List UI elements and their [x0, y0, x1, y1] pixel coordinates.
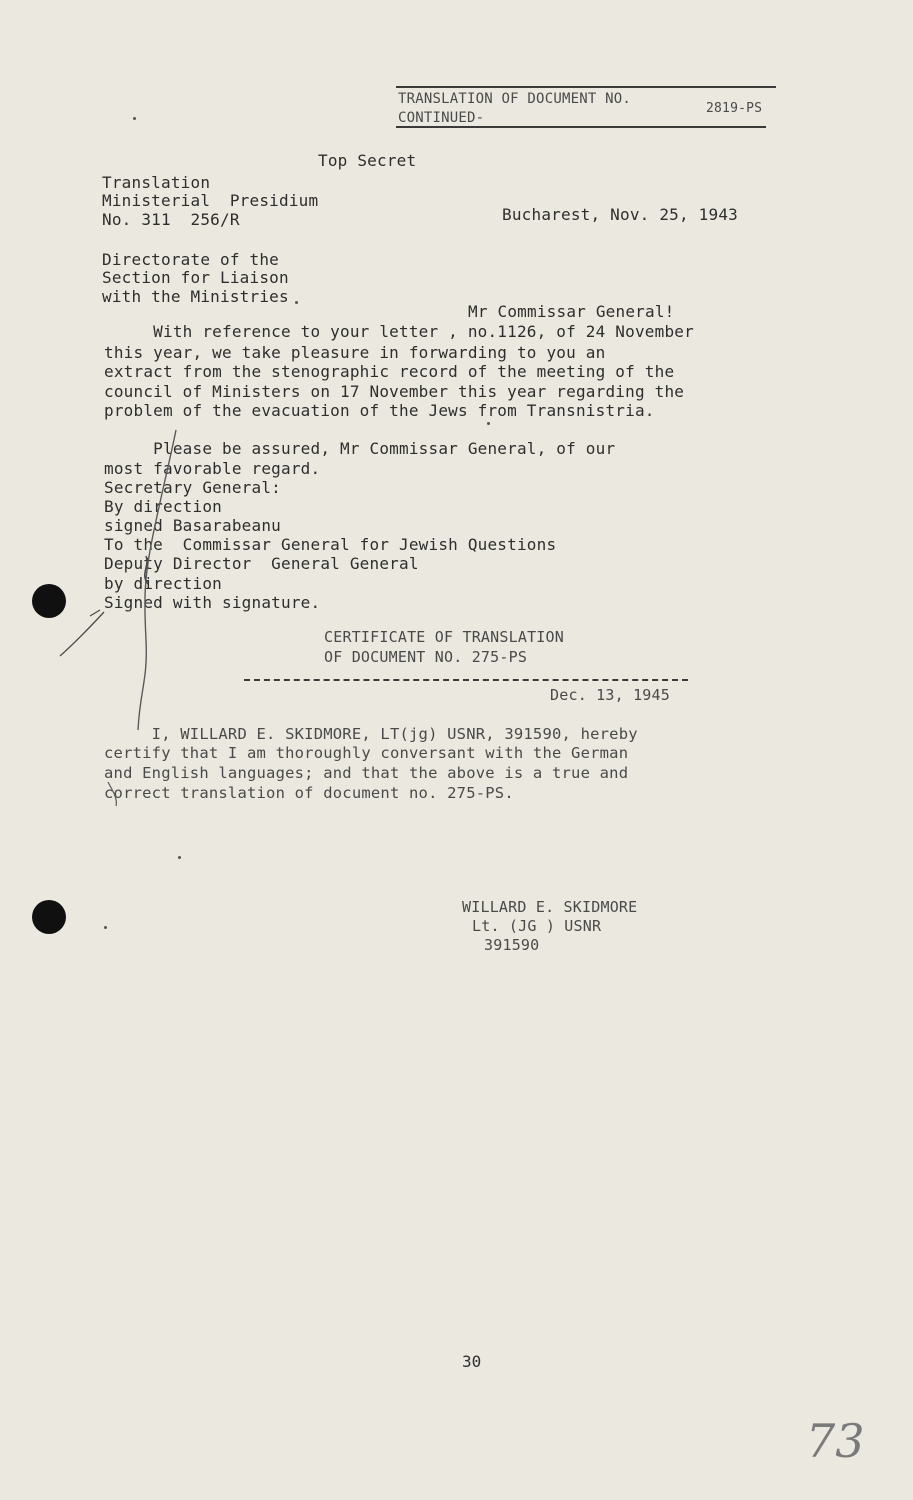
sender-line-1: Translation — [102, 173, 211, 192]
classification-label: Top Secret — [318, 151, 417, 170]
body-line-2: this year, we take pleasure in forwarding to you an — [104, 343, 606, 362]
sender-line-3: No. 311 256/R — [102, 210, 240, 229]
page-number: 30 — [462, 1352, 482, 1371]
certificate-text-1: I, WILLARD E. SKIDMORE, LT(jg) USNR, 391590, hereby — [104, 725, 638, 743]
body-line-5: problem of the evacuation of the Jews from Transnistria. — [104, 401, 655, 420]
department-line-3: with the Ministries — [102, 287, 289, 306]
closing-line-3: Secretary General: — [104, 478, 281, 497]
department-line-2: Section for Liaison — [102, 268, 289, 287]
closing-line-1: Please be assured, Mr Commissar General, of our — [104, 439, 616, 458]
salutation: Mr Commissar General! — [468, 302, 675, 321]
certificate-title-1: CERTIFICATE OF TRANSLATION — [324, 628, 564, 646]
signature-number: 391590 — [484, 936, 540, 954]
department-line-1: Directorate of the — [102, 250, 279, 269]
closing-line-5: signed Basarabeanu — [104, 516, 281, 535]
closing-line-2: most favorable regard. — [104, 459, 321, 478]
sender-line-2: Ministerial Presidium — [102, 191, 319, 210]
place-date: Bucharest, Nov. 25, 1943 — [502, 205, 738, 224]
certificate-text-4: correct translation of document no. 275-PS. — [104, 784, 514, 802]
signature-name: WILLARD E. SKIDMORE — [462, 898, 638, 916]
certificate-date: Dec. 13, 1945 — [550, 686, 670, 704]
header-doc-ref: 2819-PS — [706, 101, 763, 116]
header-line-1: TRANSLATION OF DOCUMENT NO. — [398, 91, 631, 107]
body-line-1: With reference to your letter , no.1126, of 24 November — [104, 322, 694, 341]
body-line-3: extract from the stenographic record of the meeting of the — [104, 362, 675, 381]
body-line-4: council of Ministers on 17 November this year regarding the — [104, 382, 685, 401]
header-line-2: CONTINUED- — [398, 110, 485, 126]
closing-line-6: To the Commissar General for Jewish Questions — [104, 535, 557, 554]
certificate-text-2: certify that I am thoroughly conversant with the German — [104, 744, 629, 762]
closing-line-7: Deputy Director General General — [104, 554, 419, 573]
archive-number: 73 — [806, 1414, 865, 1468]
certificate-text-3: and English languages; and that the above is a true and — [104, 764, 629, 782]
certificate-title-2: OF DOCUMENT NO. 275-PS — [324, 648, 528, 666]
signature-rank: Lt. (JG ) USNR — [472, 917, 602, 935]
closing-line-4: By direction — [104, 497, 222, 516]
closing-line-9: Signed with signature. — [104, 593, 321, 612]
closing-line-8: by direction — [104, 574, 222, 593]
